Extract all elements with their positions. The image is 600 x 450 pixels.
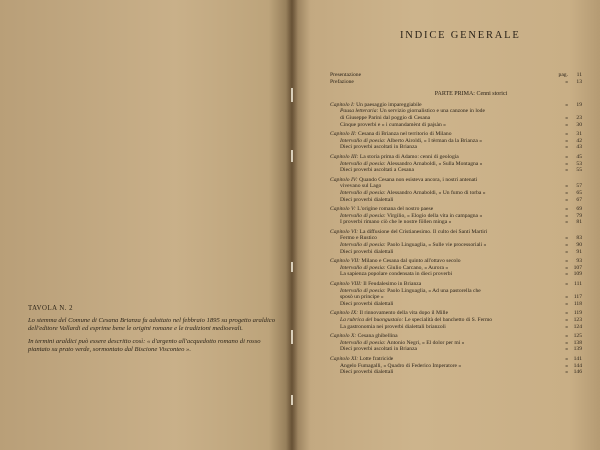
toc-page-prefix: » [565, 333, 568, 340]
toc-row [330, 79, 582, 86]
toc-page-prefix: » [565, 310, 568, 317]
toc-row [330, 346, 582, 353]
chapter-subentry: di Giuseppe Parini dal poggio di Cesana [340, 114, 431, 121]
toc-page-prefix: » [565, 114, 568, 121]
toc-chapter [330, 356, 582, 376]
toc-page-prefix: » [565, 271, 568, 278]
chapter-subentry: Intervallo di poesia: Alessandro Arnaboldi, « Sulla Montagna » [340, 160, 483, 167]
toc-page-number: 45 [576, 153, 582, 160]
toc-page-prefix: » [565, 219, 568, 226]
chapter-subentry: Dieci proverbi dialettali [340, 300, 394, 307]
chapter-subentry: Intervallo di poesia: Alberto Airoldi, « I tèrman da la Brianza » [340, 137, 482, 144]
chapter-subentry: Dieci proverbi dialettali [340, 369, 394, 376]
toc-row [330, 310, 582, 317]
toc-page-prefix: » [565, 317, 568, 323]
chapter-subentry: Fermo e Rustico [340, 235, 377, 242]
chapter-subentry: Dieci proverbi dialettali [340, 248, 394, 255]
toc-page-prefix: » [565, 144, 568, 151]
chapter-subentry: sposò un principe » [340, 294, 384, 301]
toc-page-number: 146 [573, 369, 582, 376]
toc-page-number: 42 [576, 137, 582, 144]
chapter-subentry: Intervallo di poesia: Paolo Linguaglia, « Ad una pastorella che [340, 287, 481, 294]
binding-stitch [291, 88, 293, 102]
left-page [0, 0, 292, 450]
toc-page-number: 107 [573, 264, 582, 271]
toc-row [330, 131, 582, 138]
toc-row [330, 235, 582, 242]
caption-paragraph: In termini araldici può essere descritto così: « d'argento all'acquedotto romano di rosso piantato su prato verde, sormontato dal Biscione Visconteo ». [28, 337, 261, 354]
chapter-subentry: Intervallo di poesia: Giulio Carcano, « Aurora » [340, 264, 449, 271]
chapter-subentry: Intervallo di poesia: Virgilio, « Elogio della vita in campagna » [340, 212, 483, 219]
toc-row [330, 324, 582, 331]
toc-page-prefix [542, 288, 568, 295]
toc-row [330, 369, 582, 376]
toc-row [330, 356, 582, 363]
chapter-title: Capitolo IX: Il rinnovamento della vita dopo il Mille [330, 310, 449, 317]
toc-page-prefix: » [565, 153, 568, 160]
toc-page-prefix [542, 177, 568, 184]
toc-page-prefix: » [565, 281, 568, 288]
toc-page-number: 138 [573, 339, 582, 346]
toc-page-number: 109 [573, 271, 582, 278]
toc-page-number: 119 [573, 310, 582, 317]
toc-page-prefix: » [565, 294, 568, 301]
binding-stitch [291, 330, 293, 344]
toc-row [330, 190, 582, 197]
chapter-subentry: Dieci proverbi ascoltati a Cesana [340, 167, 414, 174]
toc-row [330, 281, 582, 288]
toc-row [330, 258, 582, 265]
toc-page-prefix: » [565, 101, 568, 108]
toc-row [330, 340, 582, 347]
toc-row [330, 138, 582, 145]
toc-page-number: 118 [573, 300, 582, 307]
toc-page-number [568, 108, 582, 115]
toc-chapter [330, 281, 582, 307]
chapter-subentry: Angelo Fumagalli, « Quadro di Federico Imperatore » [340, 362, 462, 369]
toc-row [330, 294, 582, 301]
toc-page-number [568, 177, 582, 184]
toc-page-number: 69 [576, 206, 582, 213]
toc-row [330, 333, 582, 340]
toc-page-prefix: » [565, 346, 568, 353]
toc-page-prefix: » [565, 235, 568, 242]
toc-chapter [330, 102, 582, 128]
chapter-subentry: Intervallo di poesia: Antonio Negri, « El dolor per mi » [340, 339, 465, 346]
chapter-subentry: La gastronomia nei proverbi dialettali brianzoli [340, 323, 446, 330]
toc-page-number [568, 229, 582, 236]
toc-page-number: 31 [576, 131, 582, 138]
toc-page-number: 81 [576, 219, 582, 226]
toc-chapter [330, 177, 582, 203]
toc-page-prefix: » [565, 196, 568, 203]
toc-row [330, 72, 582, 79]
toc-page-prefix: » [565, 248, 568, 255]
toc-row [330, 161, 582, 168]
toc-page-prefix [542, 229, 568, 236]
chapter-subentry: Cinque proverbi e « i cumandamènt di pajsàn » [340, 121, 446, 128]
toc-page-prefix: » [565, 137, 568, 144]
toc-page-prefix [542, 108, 568, 115]
chapter-subentry: Pausa letteraria: Un servizio giornalistico e una canzone in lode [340, 108, 485, 115]
toc-row [330, 154, 582, 161]
chapter-subentry: vivevano sul Lago [340, 183, 382, 190]
toc-row [330, 206, 582, 213]
chapter-subentry: La sapienza popolare condensata in dieci proverbi [340, 271, 453, 278]
toc-page-number: 117 [573, 294, 582, 301]
toc-page-prefix: » [565, 323, 568, 330]
toc-row [330, 288, 582, 295]
toc-page-number: 91 [576, 248, 582, 255]
toc-page-prefix: » [565, 369, 568, 376]
toc-chapter [330, 333, 582, 353]
page-title: INDICE GENERALE [400, 30, 521, 41]
toc-page-prefix: » [565, 189, 568, 196]
toc-page-number: 11 [576, 72, 582, 78]
toc-page-number: 144 [573, 362, 582, 369]
plate-number: TAVOLA N. 2 [28, 305, 74, 312]
toc-row [330, 167, 582, 174]
toc-page-number: 83 [576, 235, 582, 242]
toc-row [330, 271, 582, 278]
toc-row [330, 249, 582, 256]
toc-page-number [568, 288, 582, 295]
toc-row [330, 265, 582, 272]
toc-row [330, 213, 582, 220]
caption-paragraph: Lo stemma del Comune di Cesana Brianza fu adottato nel febbraio 1895 su progetto araldico dell'editore Vallardi ed esprime bene le origini romane e le tradizioni medioevali. [28, 316, 276, 333]
toc-page-number: 139 [573, 346, 582, 353]
toc-page-number: 125 [573, 333, 582, 340]
toc-chapter [330, 258, 582, 278]
chapter-title: Capitolo VI: La diffusione del Cristianesimo. Il culto dei Santi Martiri [330, 228, 488, 235]
toc-page-prefix: » [565, 78, 568, 85]
toc-row [330, 108, 582, 115]
toc-row [330, 317, 582, 324]
chapter-title: Capitolo IV: Quando Cesana non esisteva ancora, i nostri antenati [330, 176, 478, 183]
toc-page-number: 90 [576, 242, 582, 249]
toc-entry-label: Presentazione [330, 72, 362, 78]
toc-page-prefix: » [565, 212, 568, 219]
toc-page-prefix: » [565, 242, 568, 249]
chapter-subentry: Intervallo di poesia: Alessandro Arnaboldi, « Un fumo di torba » [340, 189, 486, 196]
chapter-subentry: Intervallo di poesia: Paolo Linguaglia, « Sulle vie processoriali » [340, 242, 487, 249]
toc-page-number: 23 [576, 114, 582, 121]
toc-page-prefix: » [565, 167, 568, 174]
chapter-subentry: I proverbi rimano ciò che le nostre föllen minga » [340, 219, 452, 226]
toc-page-prefix: » [565, 258, 568, 265]
toc-page-prefix: » [565, 121, 568, 128]
toc-page-prefix: » [565, 362, 568, 369]
toc-page-number: 123 [573, 317, 582, 323]
binding-stitch [291, 150, 293, 162]
chapter-title: Capitolo VIII: Il Feudalesimo in Brianza [330, 281, 422, 288]
toc-row [330, 301, 582, 308]
toc-chapter [330, 229, 582, 255]
toc-row [330, 177, 582, 184]
toc-row [330, 102, 582, 109]
toc-page-number: 67 [576, 196, 582, 203]
toc-page-number: 30 [576, 121, 582, 128]
chapter-title: Capitolo V: L'origine romana del nostro paese [330, 206, 434, 213]
toc-row [330, 122, 582, 129]
toc-page-prefix: » [565, 355, 568, 362]
toc-page-number: 65 [576, 189, 582, 196]
toc-page-number: 57 [576, 183, 582, 190]
toc-row [330, 197, 582, 204]
plate-caption [28, 305, 278, 359]
toc-page-number: 13 [576, 78, 582, 85]
toc-row [330, 219, 582, 226]
book-gutter [286, 0, 298, 450]
chapter-subentry: Dieci proverbi ascoltati in Brianza [340, 144, 418, 151]
toc-page-prefix: » [565, 183, 568, 190]
toc-page-prefix: » [565, 264, 568, 271]
chapter-title: Capitolo XI: Lotte fratricide [330, 355, 394, 362]
chapter-subentry: Dieci proverbi dialettali [340, 196, 394, 203]
chapter-title: Capitolo X: Cesana ghibellina [330, 333, 398, 340]
table-of-contents [330, 72, 582, 376]
toc-row [330, 144, 582, 151]
toc-chapter [330, 206, 582, 226]
toc-row [330, 242, 582, 249]
part-heading: PARTE PRIMA: Cenni storici [434, 91, 508, 98]
chapter-title: Capitolo III: La storia prima di Adamo: cenni di geologia [330, 153, 459, 160]
chapter-subentry: La rubrica del buongustaio: Le specialità del banchetto di S. Fermo [340, 317, 493, 323]
toc-page-number: 141 [573, 355, 582, 362]
toc-page-number: 43 [576, 144, 582, 151]
toc-page-number: 111 [574, 281, 582, 288]
toc-chapter [330, 310, 582, 330]
toc-page-prefix: » [565, 160, 568, 167]
toc-page-number: 93 [576, 258, 582, 265]
toc-page-prefix: » [565, 300, 568, 307]
toc-row [330, 363, 582, 370]
binding-stitch [291, 395, 293, 405]
toc-entry-label: Prefazione [330, 78, 354, 85]
toc-page-number: 124 [573, 323, 582, 330]
toc-chapter [330, 131, 582, 151]
toc-page-number: 53 [576, 160, 582, 167]
toc-page-number: 55 [576, 167, 582, 174]
toc-page-prefix: » [565, 206, 568, 213]
toc-row [330, 229, 582, 236]
toc-page-number: 19 [576, 101, 582, 108]
chapter-title: Capitolo II: Cesana di Brianza nel territorio di Milano [330, 131, 452, 138]
chapter-title: Capitolo VII: Milano e Cesana dal quinto all'ottavo secolo [330, 258, 461, 265]
toc-page-number: 79 [576, 212, 582, 219]
toc-page-prefix: » [565, 339, 568, 346]
toc-row [330, 183, 582, 190]
chapter-list [330, 102, 582, 376]
chapter-subentry: Dieci proverbi ascoltati in Brianza [340, 346, 418, 353]
toc-chapter [330, 154, 582, 174]
toc-row [330, 115, 582, 122]
toc-page-prefix: pag. [558, 72, 568, 78]
chapter-title: Capitolo I: Un paesaggio impareggiabile [330, 101, 422, 108]
binding-stitch [291, 262, 293, 272]
toc-page-prefix: » [565, 131, 568, 138]
